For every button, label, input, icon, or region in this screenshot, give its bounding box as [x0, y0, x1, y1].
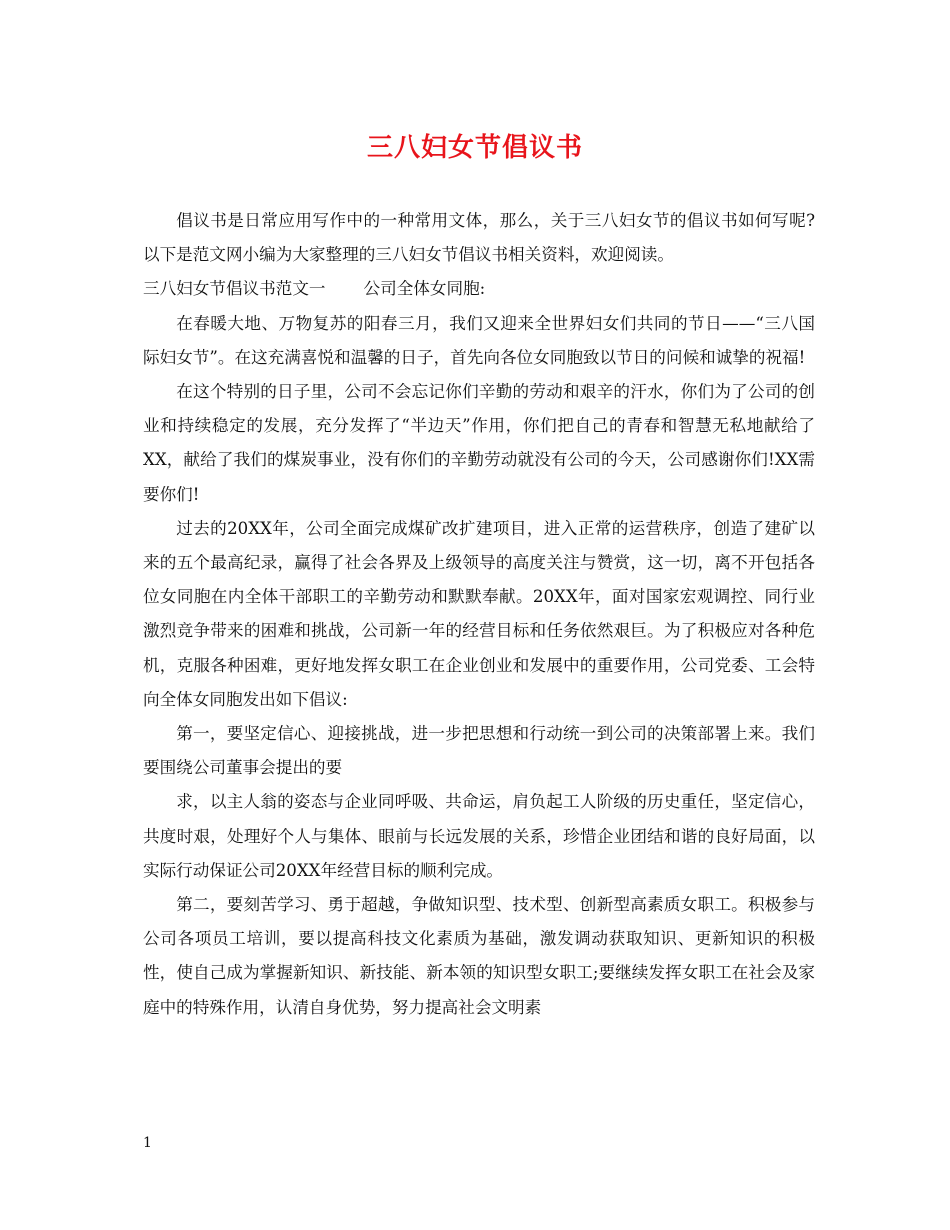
document-body — [143, 204, 815, 1025]
intro-paragraph: 倡议书是日常应用写作中的一种常用文体，那么，关于三八妇女节的倡议书如何写呢?以下是范文网小编为大家整理的三八妇女节倡议书相关资料，欢迎阅读。 — [143, 211, 815, 265]
sample-heading-line — [143, 272, 815, 306]
paragraph-first-point-continued: 求，以主人翁的姿态与企业同呼吸、共命运，肩负起工人阶级的历史重任，坚定信心，共度时艰，处理好个人与集体、眼前与长远发展的关系，珍惜企业团结和谐的良好局面，以实际行动保证公司20XX年经营目标的顺利完成。 — [143, 792, 815, 880]
salutation: 公司全体女同胞: — [363, 279, 486, 299]
paragraph-review: 过去的20XX年，公司全面完成煤矿改扩建项目，进入正常的运营秩序，创造了建矿以来的五个最高纪录，赢得了社会各界及上级领导的高度关注与赞赏，这一切，离不开包括各位女同胞在内全体干部职工的辛勤劳动和默默奉献。20XX年，面对国家宏观调控、同行业激烈竞争带来的困难和挑战，公司新一年的经营目标和任务依然艰巨。为了积极应对各种危机，克服各种困难，更好地发挥女职工在企业创业和发展中的重要作用，公司党委、工会特向全体女同胞发出如下倡议: — [143, 518, 815, 709]
paragraph-first-point: 第一，要坚定信心、迎接挑战，进一步把思想和行动统一到公司的决策部署上来。我们要围绕公司董事会提出的要 — [143, 724, 815, 778]
page-number: 1 — [143, 1135, 152, 1151]
paragraph-thanks: 在这个特别的日子里，公司不会忘记你们辛勤的劳动和艰辛的汗水，你们为了公司的创业和持续稳定的发展，充分发挥了“半边天”作用，你们把自己的青春和智慧无私地献给了XX，献给了我们的煤炭事业，没有你们的辛勤劳动就没有公司的今天，公司感谢你们!XX需要你们! — [143, 382, 815, 504]
sample-heading: 三八妇女节倡议书范文一 — [143, 279, 326, 299]
document-title: 三八妇女节倡议书 — [366, 133, 583, 163]
paragraph-greeting: 在春暖大地、万物复苏的阳春三月，我们又迎来全世界妇女们共同的节日——“三八国际妇女节”。在这充满喜悦和温馨的日子，首先向各位女同胞致以节日的问候和诚挚的祝福! — [143, 313, 815, 367]
paragraph-second-point: 第二，要刻苦学习、勇于超越，争做知识型、技术型、创新型高素质女职工。积极参与公司各项员工培训，要以提高科技文化素质为基础，激发调动获取知识、更新知识的积极性，使自己成为掌握新知识、新技能、新本领的知识型女职工;要继续发挥女职工在社会及家庭中的特殊作用，认清自身优势，努力提高社会文明素 — [143, 895, 815, 1017]
